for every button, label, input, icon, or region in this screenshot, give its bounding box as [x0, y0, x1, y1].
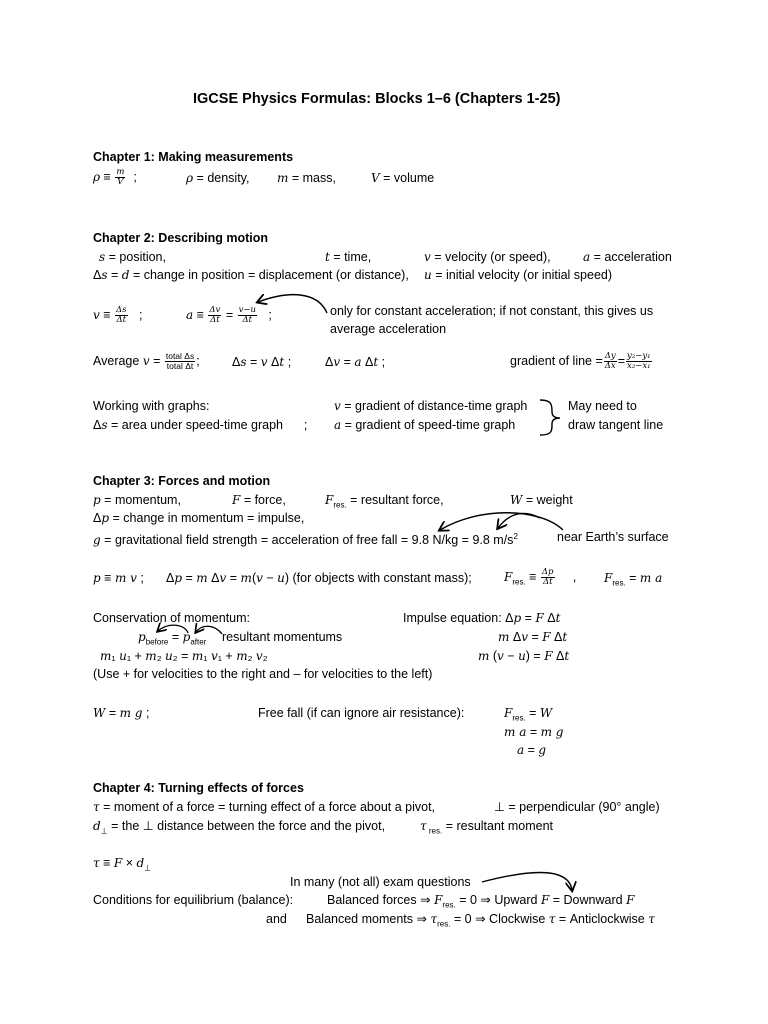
exam-note: In many (not all) exam questions — [290, 875, 471, 889]
density-def: ρ = density, — [186, 171, 250, 185]
chapter-3-heading: Chapter 3: Forces and motion — [93, 474, 271, 488]
perpendicular-def: ⊥ = perpendicular (90° angle) — [494, 800, 660, 814]
arrow-near-earth-1 — [440, 513, 563, 530]
chapter-4-heading: Chapter 4: Turning effects of forces — [93, 781, 304, 795]
resultant-moment-def: τ $_{res.}$ = resultant moment — [420, 819, 554, 836]
average-velocity-formula: Average v = $\frac{\text{total Δs}}{\text{total Δt}}$ ; — [93, 351, 200, 371]
near-earth-note: near Earth’s surface — [557, 530, 669, 544]
velocity-def: v = velocity (or speed), — [424, 250, 551, 264]
acceleration-def: a = acceleration — [583, 250, 672, 264]
impulse-formula: Δp = m Δv = m(v − u) (for objects with constant mass); — [166, 571, 472, 585]
and-label: and — [266, 912, 287, 926]
momentum-conservation: $p_{before} = p_{after}$ — [138, 630, 207, 647]
momentum-expanded: m₁ u₁ + m₂ u₂ = m₁ v₁ + m₂ v₂ — [100, 649, 268, 663]
brace-graphs — [540, 400, 560, 435]
displacement-formula: Δs = v Δt ; — [232, 355, 292, 369]
velocity-formula: v ≡ $\frac{\Delta s}{\Delta t}$ ; — [93, 305, 143, 325]
arrow-near-earth-2 — [498, 513, 540, 528]
displacement-def: Δs = d = change in position = displacement (or distance), — [93, 268, 409, 282]
impulse-def: Δp = change in momentum = impulse, — [93, 511, 305, 525]
free-fall-eq-2: m a = m g — [504, 725, 564, 739]
free-fall-eq-3: a = g — [517, 743, 547, 757]
constant-acceleration-note: only for constant acceleration; if not constant, this gives us — [330, 304, 654, 318]
arrow-exam-note — [482, 873, 572, 891]
impulse-equation: Impulse equation: Δp = F Δt — [403, 611, 561, 625]
free-fall-label: Free fall (if can ignore air resistance): — [258, 706, 465, 720]
chapter-2-heading: Chapter 2: Describing motion — [93, 231, 269, 245]
moment-def: τ = moment of a force = turning effect of a force about a pivot, — [93, 800, 436, 814]
acceleration-formula: a ≡ $\frac{\Delta v}{\Delta t}$ = $\frac{v-u}{\Delta t}$ ; — [186, 305, 272, 325]
balanced-moments: Balanced moments ⇒ $\tau_{res.} = 0$ ⇒ Clockwise τ = Anticlockwise τ — [306, 912, 655, 929]
impulse-eq-2: m Δv = F Δt — [498, 630, 568, 644]
conservation-label: Conservation of momentum: — [93, 611, 251, 625]
momentum-def: p = momentum, — [93, 493, 181, 507]
tangent-note-1: May need to — [568, 399, 637, 413]
newton-second-law: $F_{res.} = m$ a — [604, 571, 663, 588]
mass-def: m = mass, — [277, 171, 336, 185]
force-def: F = force, — [232, 493, 286, 507]
chapter-1-heading: Chapter 1: Making measurements — [93, 150, 294, 164]
graph-acceleration: a = gradient of speed-time graph — [334, 418, 516, 432]
graph-displacement: Δs = area under speed-time graph ; — [93, 418, 308, 432]
position-def: s = position, — [99, 250, 166, 264]
impulse-eq-3: m (v − u) = F Δt — [478, 649, 570, 663]
weight-formula: W = m g ; — [93, 706, 150, 720]
equilibrium-label: Conditions for equilibrium (balance): — [93, 893, 294, 907]
weight-def: W = weight — [510, 493, 573, 507]
force-momentum-formula: $F_{res.}$ ≡ $\frac{\Delta p}{\Delta t}$ , — [504, 567, 577, 587]
moment-formula: $\tau \equiv F \times d_\perp$ — [93, 856, 152, 873]
balanced-forces: Balanced forces ⇒ $F_{res.} = 0$ ⇒ Upward F = Downward F — [327, 893, 635, 910]
resultant-force-def: $F_{res.}$ = resultant force, — [325, 493, 444, 510]
free-fall-eq-1: $F_{res.} = W$ — [504, 706, 553, 723]
density-formula: ρ ≡ $\frac{m}{V}$ ; — [93, 167, 137, 187]
momentum-formula: p ≡ m v ; — [93, 571, 144, 585]
time-def: t = time, — [325, 250, 372, 264]
velocity-change-formula: Δv = a Δt ; — [325, 355, 386, 369]
initial-velocity-def: u = initial velocity (or initial speed) — [424, 268, 613, 282]
tangent-note-2: draw tangent line — [568, 418, 664, 432]
average-acceleration-note: average acceleration — [330, 322, 447, 336]
graph-velocity: v = gradient of distance-time graph — [334, 399, 528, 413]
graphs-label: Working with graphs: — [93, 399, 210, 413]
velocity-sign-note: (Use + for velocities to the right and – for velocities to the left) — [93, 667, 433, 681]
volume-def: V = volume — [371, 171, 435, 185]
perp-distance-def: $d_\perp$ = the ⊥ distance between the force and the pivot, — [93, 819, 386, 836]
gradient-formula: gradient of line = $\frac{\Delta y}{\Delta x}$ = $\frac{\text{y₂−y₁}}{\text{x₂−x₁}}$ — [510, 351, 651, 371]
resultant-momentums-note: resultant momentums — [222, 630, 343, 644]
gravity-def: g = gravitational field strength = acceleration of free fall = 9.8 N/kg = 9.8 $m/s^2$ — [93, 532, 518, 548]
page-title: IGCSE Physics Formulas: Blocks 1–6 (Chapters 1-25) — [193, 91, 561, 107]
